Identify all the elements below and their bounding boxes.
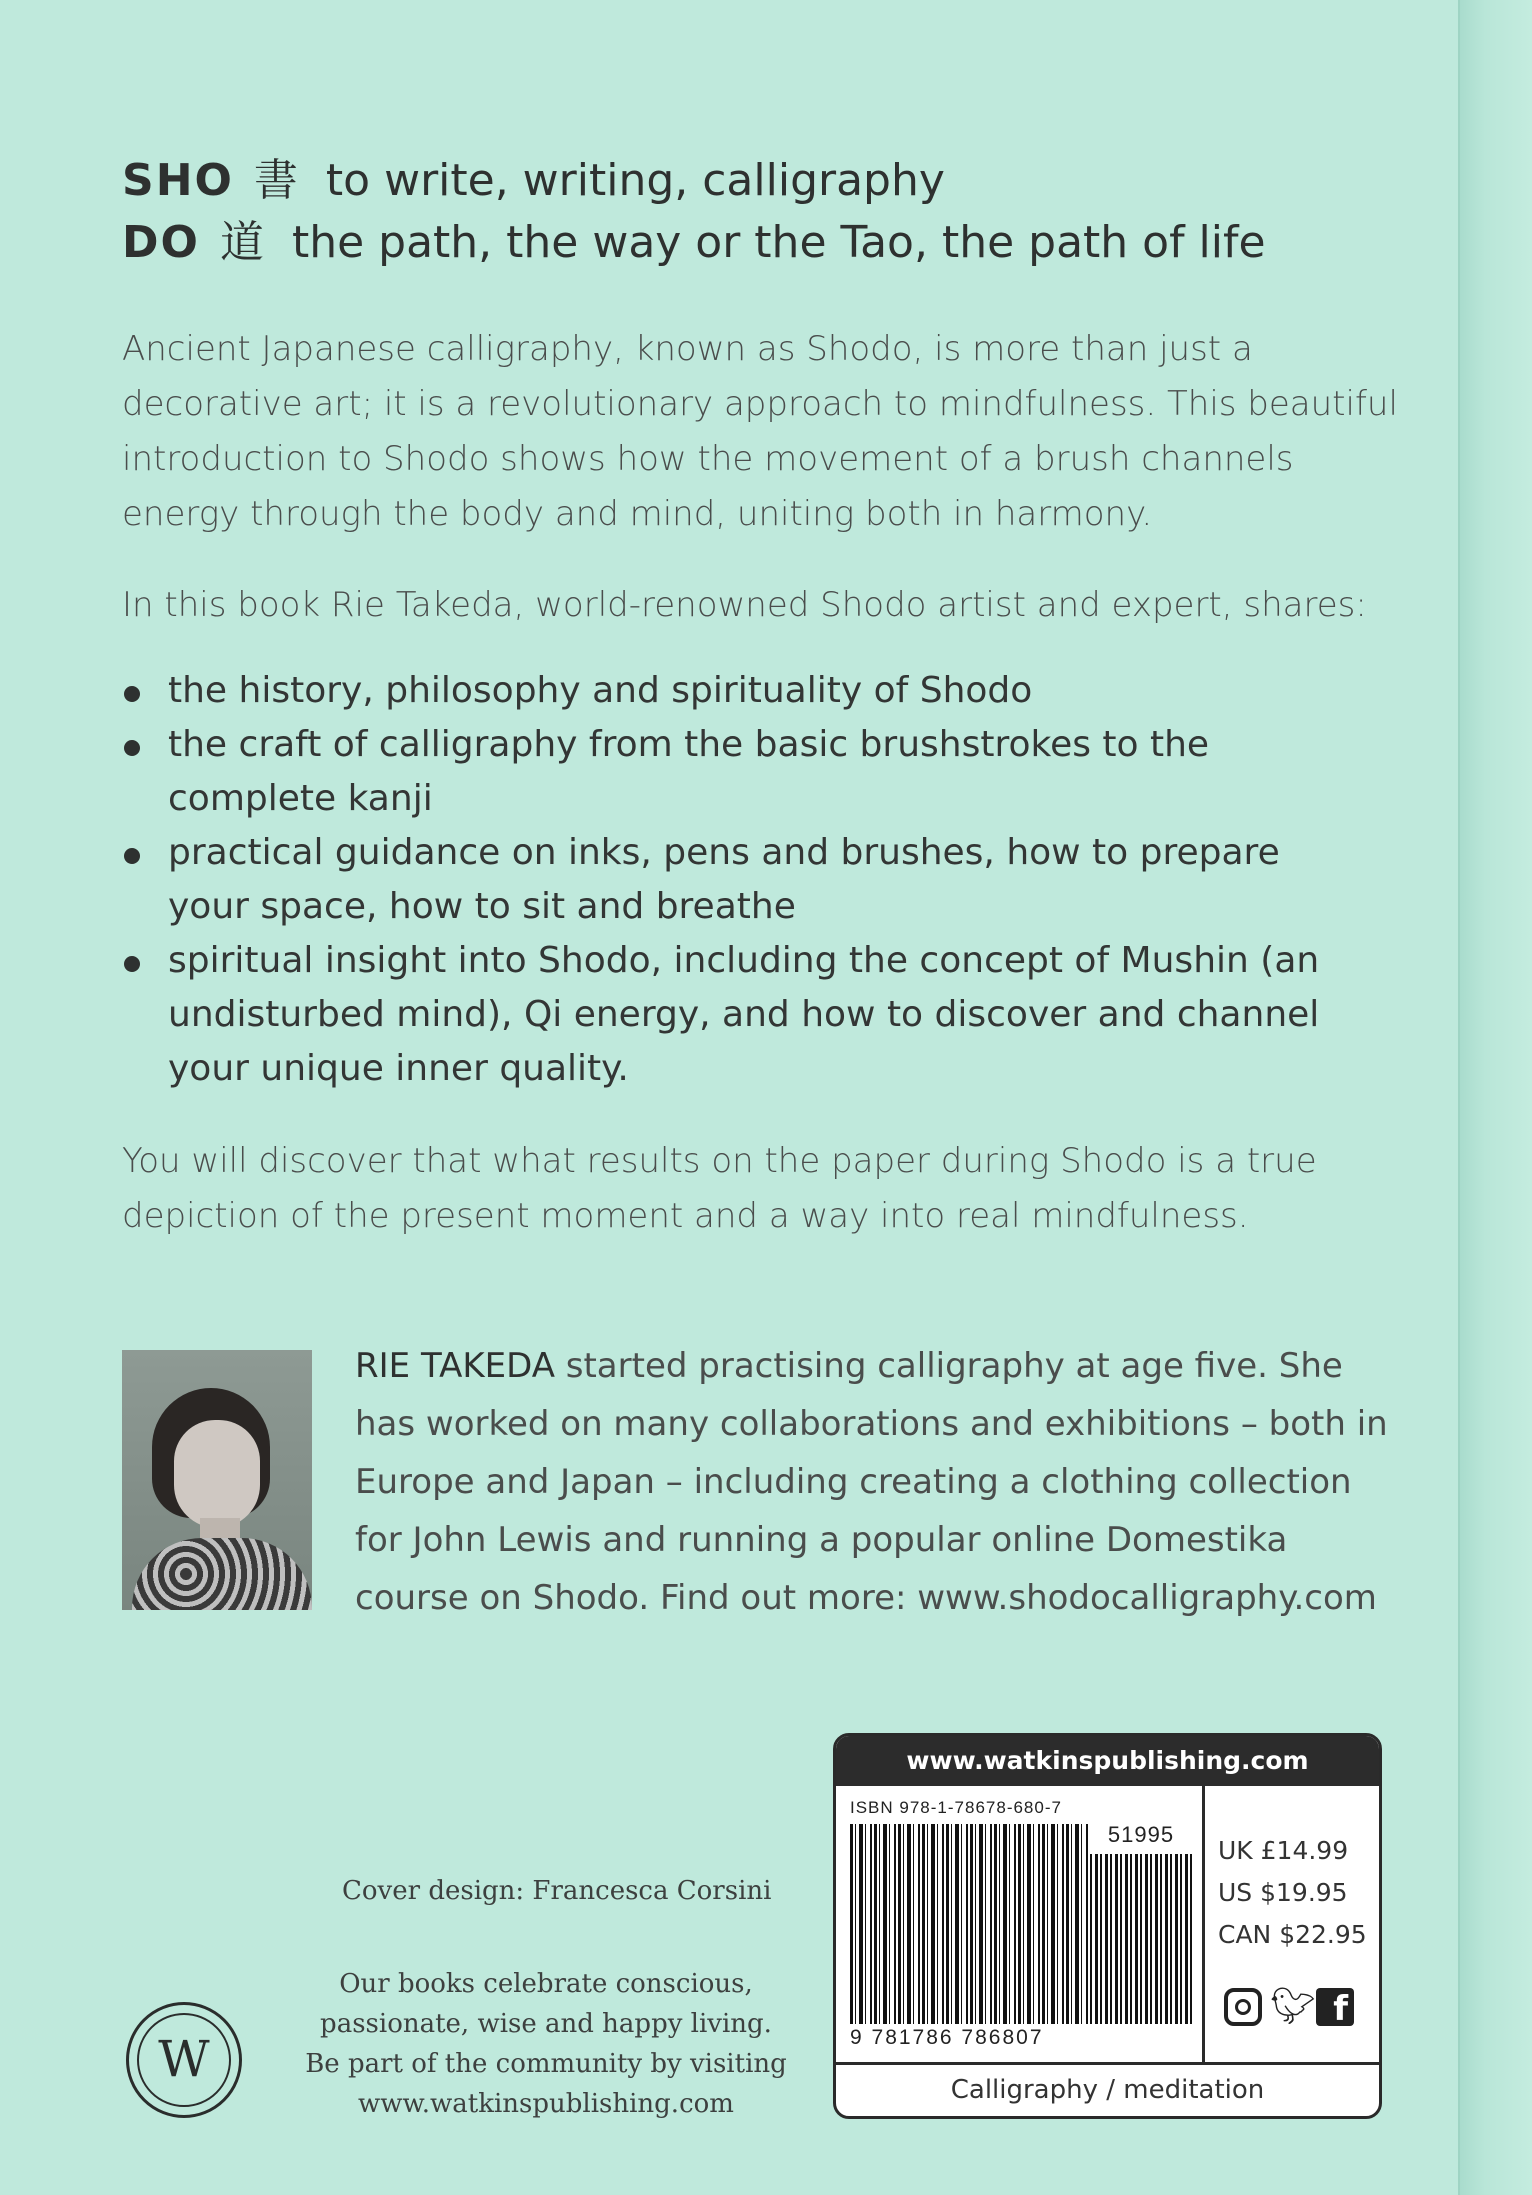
price-list: [1218, 1830, 1367, 1956]
author-photo: [122, 1350, 312, 1610]
bullet-list: [122, 664, 1362, 1096]
heading-line-do: [122, 212, 1266, 274]
kanji-sho: 書: [253, 155, 298, 206]
publisher-blurb-line: Our books celebrate conscious,: [339, 1969, 753, 1999]
shares-intro: In this book Rie Takeda, world-renowned Shodo artist and expert, shares:: [122, 585, 1367, 625]
heading-key: SHO: [122, 155, 234, 206]
isbn-text: ISBN 978-1-78678-680-7: [850, 1798, 1062, 1817]
bullet-item: practical guidance on inks, pens and brushes, how to prepare your space, how to sit and breathe: [122, 826, 1362, 934]
bullet-item: the craft of calligraphy from the basic brushstrokes to the complete kanji: [122, 718, 1362, 826]
barcode-digits: 9 781786 786807: [850, 2024, 1192, 2052]
barcode-addon-icon: [1090, 1854, 1192, 2036]
social-icons: [1224, 1986, 1354, 2029]
heading-meaning: the path, the way or the Tao, the path of life: [291, 217, 1266, 268]
author-bio: [355, 1337, 1395, 1627]
barcode-panel: [833, 1733, 1382, 2119]
publisher-website-link[interactable]: www.watkinspublishing.com: [358, 2089, 734, 2119]
price-can: CAN $22.95: [1218, 1920, 1367, 1949]
spine-edge: [1458, 0, 1532, 2195]
bullet-item: the history, philosophy and spirituality of Shodo: [122, 664, 1362, 718]
barcode-divider: [1202, 1786, 1205, 2062]
closing-paragraph: You will discover that what results on the paper during Shodo is a true depiction of the present moment and a way into real mindfulness.: [122, 1141, 1317, 1236]
price-uk: UK £14.99: [1218, 1836, 1349, 1865]
bullet-item: spiritual insight into Shodo, including the concept of Mushin (an undisturbed mind), Qi energy, and how to discover and channel your unique inner quality.: [122, 934, 1362, 1096]
intro-paragraph: Ancient Japanese calligraphy, known as Shodo, is more than just a decorative art; it is a revolutionary approach to mindfulness. This beautiful introduction to Shodo shows how the movement of a brush channels energy through the body and mind, uniting both in harmony.: [122, 329, 1398, 534]
logo-letter: W: [137, 2013, 231, 2107]
twitter-icon[interactable]: 🐦︎: [1270, 1986, 1316, 2027]
price-us: US $19.95: [1218, 1878, 1348, 1907]
facebook-icon[interactable]: f: [1316, 1988, 1354, 2026]
heading-meaning: to write, writing, calligraphy: [325, 155, 945, 206]
author-bio-text: started practising calligraphy at age five. She has worked on many collaborations and exhibitions – both in Europe and Japan – including creating a clothing collection for John Lewis and running a popular online Domestika course on Shodo. Find out more: www.shodocalligraphy.com: [355, 1346, 1388, 1618]
watkins-logo: [126, 2002, 242, 2118]
barcode-addon-number: 51995: [1090, 1822, 1192, 1854]
heading-line-sho: [122, 150, 1266, 212]
kanji-do: 道: [219, 217, 264, 268]
heading-key: DO: [122, 217, 200, 268]
barcode-divider: [836, 2062, 1379, 2065]
publisher-blurb: [286, 1964, 806, 2124]
instagram-icon[interactable]: [1224, 1988, 1262, 2026]
publisher-blurb-line: Be part of the community by visiting: [305, 2049, 787, 2079]
cover-design-credit: Cover design: Francesca Corsini: [342, 1876, 772, 1906]
heading: [122, 150, 1266, 274]
publisher-blurb-line: passionate, wise and happy living.: [320, 2009, 772, 2039]
author-name: RIE TAKEDA: [355, 1346, 555, 1386]
barcode-website-link[interactable]: www.watkinspublishing.com: [836, 1736, 1379, 1786]
category-label: Calligraphy / meditation: [950, 2075, 1265, 2105]
